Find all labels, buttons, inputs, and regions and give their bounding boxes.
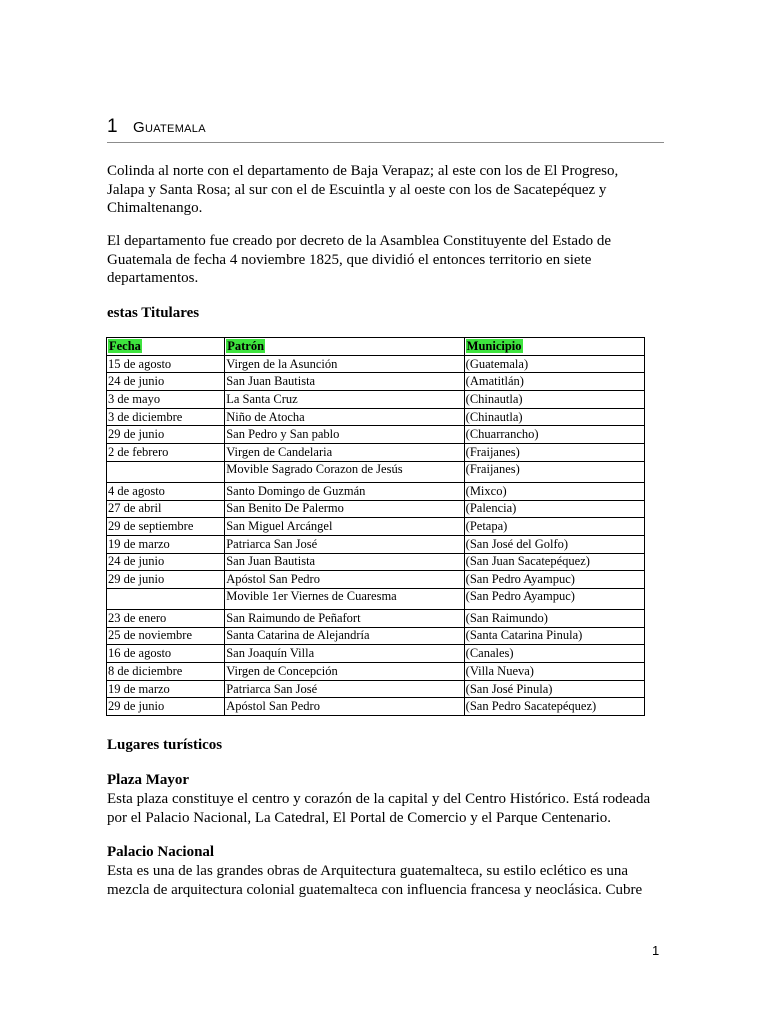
- cell-municipio: (Guatemala): [464, 355, 644, 373]
- table-row: [107, 535, 645, 553]
- cell-patron: San Joaquín Villa: [225, 645, 464, 663]
- header-patron: [225, 338, 464, 356]
- cell-patron: San Pedro y San pablo: [225, 426, 464, 444]
- cell-fecha: 3 de diciembre: [107, 408, 225, 426]
- cell-fecha: [107, 588, 225, 609]
- table-row: [107, 482, 645, 500]
- table-row: [107, 444, 645, 462]
- table-row: [107, 355, 645, 373]
- plaza-mayor-text: Esta plaza constituye el centro y corazón de la capital y del Centro Histórico. Está rodeada por el Palacio Nacional, La Catedral, El Portal de Comercio y el Parque Centenario.: [107, 791, 651, 826]
- cell-fecha: [107, 461, 225, 482]
- cell-fecha: 29 de junio: [107, 571, 225, 589]
- cell-municipio: (Chuarrancho): [464, 426, 644, 444]
- cell-fecha: 29 de junio: [107, 426, 225, 444]
- limits-paragraph: Colinda al norte con el departamento de Baja Verapaz; al este con los de El Progreso, Jalapa y Santa Rosa; al sur con el de Escuintla y al oeste con los de Sacatepéquez y Chimaltenango.: [107, 163, 619, 216]
- cell-patron: Movible Sagrado Corazon de Jesús: [225, 461, 464, 482]
- table-row: [107, 461, 645, 482]
- cell-municipio: (San Pedro Ayampuc): [464, 571, 644, 589]
- cell-municipio: (San Pedro Ayampuc): [464, 588, 644, 609]
- table-row: [107, 373, 645, 391]
- palacio-nacional-title: Palacio Nacional: [107, 844, 215, 860]
- fiestas-table: [106, 337, 645, 716]
- table-row: [107, 698, 645, 716]
- table-row: [107, 553, 645, 571]
- cell-municipio: (Canales): [464, 645, 644, 663]
- cell-patron: Virgen de la Asunción: [225, 355, 464, 373]
- cell-patron: Santa Catarina de Alejandría: [225, 627, 464, 645]
- cell-patron: La Santa Cruz: [225, 391, 464, 409]
- cell-patron: Apóstol San Pedro: [225, 571, 464, 589]
- cell-municipio: (Fraijanes): [464, 461, 644, 482]
- section-heading: [107, 116, 664, 143]
- cell-fecha: 19 de marzo: [107, 535, 225, 553]
- cell-patron: San Juan Bautista: [225, 553, 464, 571]
- table-row: [107, 571, 645, 589]
- cell-fecha: 25 de noviembre: [107, 627, 225, 645]
- cell-municipio: (San Pedro Sacatepéquez): [464, 698, 644, 716]
- cell-municipio: (Palencia): [464, 500, 644, 518]
- cell-fecha: 16 de agosto: [107, 645, 225, 663]
- cell-fecha: 4 de agosto: [107, 482, 225, 500]
- cell-patron: Movible 1er Viernes de Cuaresma: [225, 588, 464, 609]
- table-row: [107, 408, 645, 426]
- page-number: 1: [652, 943, 660, 958]
- cell-municipio: (Fraijanes): [464, 444, 644, 462]
- table-row: [107, 588, 645, 609]
- cell-patron: San Juan Bautista: [225, 373, 464, 391]
- header-patron-label: Patrón: [227, 338, 265, 353]
- cell-municipio: (Santa Catarina Pinula): [464, 627, 644, 645]
- header-municipio-label: Municipio: [466, 338, 522, 353]
- cell-municipio: (San Juan Sacatepéquez): [464, 553, 644, 571]
- cell-fecha: 24 de junio: [107, 553, 225, 571]
- cell-fecha: 2 de febrero: [107, 444, 225, 462]
- cell-patron: Patriarca San José: [225, 680, 464, 698]
- table-row: [107, 426, 645, 444]
- cell-fecha: 29 de septiembre: [107, 518, 225, 536]
- header-fecha: [107, 338, 225, 356]
- table-row: [107, 609, 645, 627]
- table-body: [107, 355, 645, 715]
- cell-municipio: (Amatitlán): [464, 373, 644, 391]
- table-header-row: [107, 338, 645, 356]
- cell-fecha: 24 de junio: [107, 373, 225, 391]
- cell-patron: San Raimundo de Peñafort: [225, 609, 464, 627]
- cell-municipio: (San Raimundo): [464, 609, 644, 627]
- section-title: Guatemala: [133, 119, 206, 136]
- fiestas-heading: estas Titulares: [107, 305, 200, 321]
- cell-patron: Virgen de Concepción: [225, 663, 464, 681]
- cell-fecha: 8 de diciembre: [107, 663, 225, 681]
- cell-municipio: (Chinautla): [464, 408, 644, 426]
- cell-municipio: (San José Pinula): [464, 680, 644, 698]
- plaza-mayor-title: Plaza Mayor: [107, 772, 190, 788]
- cell-municipio: (Petapa): [464, 518, 644, 536]
- table-row: [107, 627, 645, 645]
- cell-fecha: 27 de abril: [107, 500, 225, 518]
- table-row: [107, 518, 645, 536]
- lugares-heading: Lugares turísticos: [107, 737, 223, 753]
- cell-patron: Patriarca San José: [225, 535, 464, 553]
- cell-municipio: (Villa Nueva): [464, 663, 644, 681]
- palacio-nacional-text: Esta es una de las grandes obras de Arquitectura guatemalteca, su estilo eclético es una mezcla de arquitectura colonial guatemalteca con influencia francesa y neoclásica. Cubre: [107, 863, 643, 898]
- cell-patron: San Miguel Arcángel: [225, 518, 464, 536]
- table-row: [107, 663, 645, 681]
- cell-patron: San Benito De Palermo: [225, 500, 464, 518]
- cell-fecha: 23 de enero: [107, 609, 225, 627]
- table-row: [107, 680, 645, 698]
- table-row: [107, 645, 645, 663]
- cell-municipio: (Mixco): [464, 482, 644, 500]
- header-municipio: [464, 338, 644, 356]
- cell-patron: Santo Domingo de Guzmán: [225, 482, 464, 500]
- cell-patron: Apóstol San Pedro: [225, 698, 464, 716]
- creation-paragraph: El departamento fue creado por decreto de la Asamblea Constituyente del Estado de Guatemala de fecha 4 noviembre 1825, que dividió el entonces territorio en siete departamentos.: [107, 233, 611, 286]
- table-row: [107, 500, 645, 518]
- cell-fecha: 29 de junio: [107, 698, 225, 716]
- cell-municipio: (Chinautla): [464, 391, 644, 409]
- cell-fecha: 3 de mayo: [107, 391, 225, 409]
- section-number: 1: [107, 116, 118, 137]
- header-fecha-label: Fecha: [109, 338, 141, 353]
- cell-fecha: 19 de marzo: [107, 680, 225, 698]
- cell-patron: Niño de Atocha: [225, 408, 464, 426]
- cell-municipio: (San José del Golfo): [464, 535, 644, 553]
- cell-patron: Virgen de Candelaria: [225, 444, 464, 462]
- cell-fecha: 15 de agosto: [107, 355, 225, 373]
- table-row: [107, 391, 645, 409]
